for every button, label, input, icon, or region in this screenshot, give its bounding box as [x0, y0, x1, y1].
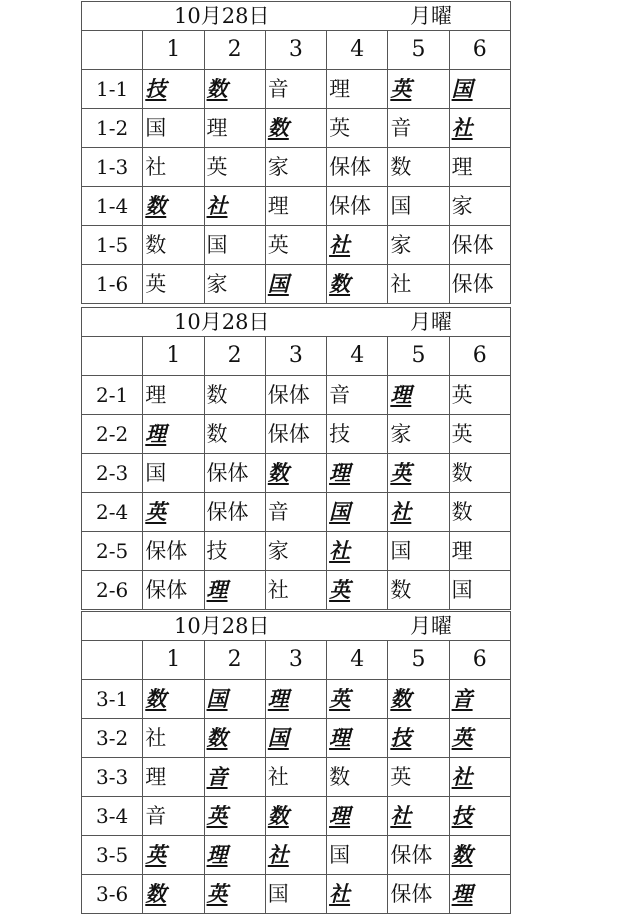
subject-text: 社 — [390, 803, 412, 828]
date-label: 10月28日 — [174, 3, 270, 28]
period-header: 4 — [327, 337, 388, 376]
class-row — [82, 187, 511, 226]
subject-text: 保体 — [390, 842, 433, 867]
subject-cell — [143, 797, 204, 836]
period-header: 6 — [449, 641, 510, 680]
subject-cell — [327, 109, 388, 148]
subject-cell-changed — [388, 680, 449, 719]
class-label: 3-6 — [82, 875, 143, 914]
subject-text: 数 — [451, 460, 473, 485]
subject-text: 英 — [329, 686, 351, 711]
subject-text: 保体 — [145, 577, 188, 602]
subject-text: 社 — [267, 764, 289, 789]
subject-cell-changed — [327, 493, 388, 532]
subject-text: 理 — [451, 881, 473, 906]
class-label: 2-2 — [82, 415, 143, 454]
subject-cell — [327, 70, 388, 109]
weekday-label: 月曜 — [410, 309, 452, 334]
class-row — [82, 70, 511, 109]
subject-text: 音 — [329, 382, 351, 407]
subject-cell — [204, 415, 265, 454]
subject-text: 国 — [390, 193, 412, 218]
subject-cell-changed — [449, 70, 510, 109]
subject-cell — [327, 836, 388, 875]
subject-text: 英 — [451, 382, 473, 407]
subject-text: 数 — [390, 154, 412, 179]
subject-text: 社 — [145, 154, 167, 179]
subject-cell-changed — [143, 415, 204, 454]
subject-text: 英 — [145, 842, 167, 867]
subject-cell — [143, 719, 204, 758]
subject-text: 社 — [390, 499, 412, 524]
date-header — [82, 2, 511, 31]
subject-text: 理 — [145, 764, 167, 789]
subject-cell — [388, 187, 449, 226]
subject-text: 社 — [390, 271, 412, 296]
class-row — [82, 226, 511, 265]
subject-cell — [449, 454, 510, 493]
date-header — [82, 612, 511, 641]
timetable-1 — [81, 1, 511, 304]
class-row — [82, 680, 511, 719]
class-label: 1-1 — [82, 70, 143, 109]
period-header: 3 — [265, 337, 326, 376]
subject-text: 英 — [206, 803, 228, 828]
subject-cell — [204, 532, 265, 571]
subject-cell — [327, 415, 388, 454]
subject-cell-changed — [388, 376, 449, 415]
period-header: 1 — [143, 31, 204, 70]
subject-cell-changed — [327, 532, 388, 571]
subject-text: 国 — [206, 232, 228, 257]
subject-text: 理 — [145, 382, 167, 407]
subject-text: 技 — [206, 538, 228, 563]
subject-text: 英 — [390, 460, 412, 485]
subject-cell — [204, 109, 265, 148]
subject-cell — [204, 376, 265, 415]
class-label: 1-6 — [82, 265, 143, 304]
class-label: 3-3 — [82, 758, 143, 797]
subject-cell — [265, 571, 326, 610]
subject-text: 数 — [145, 881, 167, 906]
period-header-row — [82, 337, 511, 376]
subject-text: 理 — [390, 382, 412, 407]
subject-text: 理 — [329, 803, 351, 828]
subject-text: 数 — [206, 725, 228, 750]
subject-text: 音 — [451, 686, 473, 711]
class-row — [82, 454, 511, 493]
class-label: 3-5 — [82, 836, 143, 875]
subject-text: 家 — [390, 232, 412, 257]
subject-cell-changed — [388, 70, 449, 109]
subject-cell-changed — [327, 226, 388, 265]
subject-cell-changed — [204, 719, 265, 758]
class-row — [82, 719, 511, 758]
subject-cell — [143, 758, 204, 797]
subject-cell — [449, 532, 510, 571]
class-label: 3-2 — [82, 719, 143, 758]
subject-cell — [388, 109, 449, 148]
subject-cell — [265, 532, 326, 571]
subject-text: 国 — [329, 842, 351, 867]
subject-cell — [265, 376, 326, 415]
subject-cell-changed — [388, 797, 449, 836]
period-header: 4 — [327, 31, 388, 70]
class-label: 3-4 — [82, 797, 143, 836]
date-label: 10月28日 — [174, 309, 270, 334]
subject-cell — [143, 109, 204, 148]
subject-cell-changed — [449, 680, 510, 719]
subject-cell — [388, 532, 449, 571]
weekday-label: 月曜 — [410, 3, 452, 28]
subject-text: 音 — [145, 803, 167, 828]
subject-cell-changed — [143, 836, 204, 875]
subject-cell-changed — [265, 680, 326, 719]
subject-cell — [265, 415, 326, 454]
period-header: 4 — [327, 641, 388, 680]
subject-text: 国 — [267, 271, 289, 296]
subject-text: 理 — [206, 842, 228, 867]
subject-text: 国 — [390, 538, 412, 563]
subject-text: 保体 — [390, 881, 433, 906]
class-row — [82, 376, 511, 415]
subject-text: 国 — [206, 686, 228, 711]
subject-cell-changed — [143, 493, 204, 532]
subject-cell — [388, 265, 449, 304]
subject-text: 数 — [145, 686, 167, 711]
period-header: 1 — [143, 337, 204, 376]
subject-cell-changed — [143, 875, 204, 914]
subject-text: 理 — [329, 76, 351, 101]
class-label: 1-5 — [82, 226, 143, 265]
subject-cell-changed — [327, 875, 388, 914]
subject-cell — [388, 571, 449, 610]
date-header — [82, 308, 511, 337]
class-label: 2-4 — [82, 493, 143, 532]
subject-text: 社 — [145, 725, 167, 750]
period-header: 5 — [388, 641, 449, 680]
subject-text: 英 — [390, 76, 412, 101]
subject-cell — [265, 758, 326, 797]
subject-cell-changed — [327, 265, 388, 304]
period-header-row — [82, 641, 511, 680]
subject-text: 国 — [329, 499, 351, 524]
subject-text: 社 — [329, 538, 351, 563]
subject-text: 社 — [451, 115, 473, 140]
subject-text: 技 — [145, 76, 167, 101]
corner-cell — [82, 641, 143, 680]
subject-cell — [449, 187, 510, 226]
subject-text: 保体 — [267, 382, 310, 407]
subject-text: 保体 — [267, 421, 310, 446]
subject-cell-changed — [327, 680, 388, 719]
class-row — [82, 109, 511, 148]
title-row — [82, 2, 511, 31]
subject-text: 家 — [451, 193, 473, 218]
subject-cell — [449, 493, 510, 532]
subject-text: 保体 — [206, 460, 249, 485]
date-label: 10月28日 — [174, 613, 270, 638]
subject-text: 社 — [206, 193, 228, 218]
corner-cell — [82, 337, 143, 376]
subject-text: 理 — [451, 154, 473, 179]
subject-text: 英 — [451, 421, 473, 446]
subject-cell — [265, 226, 326, 265]
subject-text: 社 — [451, 764, 473, 789]
subject-text: 数 — [329, 764, 351, 789]
subject-text: 理 — [329, 725, 351, 750]
subject-cell-changed — [449, 836, 510, 875]
subject-text: 英 — [329, 115, 351, 140]
class-row — [82, 265, 511, 304]
subject-cell-changed — [327, 454, 388, 493]
class-row — [82, 493, 511, 532]
subject-text: 理 — [267, 686, 289, 711]
subject-cell — [388, 875, 449, 914]
subject-cell-changed — [388, 454, 449, 493]
subject-text: 社 — [267, 577, 289, 602]
subject-cell-changed — [204, 680, 265, 719]
period-header: 2 — [204, 337, 265, 376]
subject-cell — [204, 454, 265, 493]
subject-text: 数 — [451, 842, 473, 867]
subject-text: 音 — [206, 764, 228, 789]
subject-cell — [265, 875, 326, 914]
subject-text: 国 — [267, 725, 289, 750]
subject-text: 保体 — [145, 538, 188, 563]
class-label: 2-1 — [82, 376, 143, 415]
period-header: 5 — [388, 31, 449, 70]
subject-cell-changed — [388, 719, 449, 758]
subject-text: 数 — [206, 76, 228, 101]
subject-cell — [143, 376, 204, 415]
subject-text: 家 — [206, 271, 228, 296]
subject-cell — [204, 226, 265, 265]
subject-cell — [204, 493, 265, 532]
subject-cell — [143, 265, 204, 304]
subject-text: 英 — [451, 725, 473, 750]
subject-text: 理 — [329, 460, 351, 485]
subject-text: 数 — [206, 382, 228, 407]
period-header: 6 — [449, 31, 510, 70]
subject-cell-changed — [204, 187, 265, 226]
subject-cell — [449, 265, 510, 304]
subject-cell-changed — [327, 797, 388, 836]
subject-text: 保体 — [329, 154, 372, 179]
class-row — [82, 148, 511, 187]
subject-text: 数 — [206, 421, 228, 446]
subject-cell-changed — [204, 571, 265, 610]
class-row — [82, 758, 511, 797]
subject-text: 技 — [329, 421, 351, 446]
subject-text: 国 — [267, 881, 289, 906]
class-row — [82, 797, 511, 836]
period-header: 5 — [388, 337, 449, 376]
subject-text: 国 — [451, 577, 473, 602]
subject-cell — [388, 148, 449, 187]
subject-text: 技 — [451, 803, 473, 828]
subject-text: 家 — [390, 421, 412, 446]
subject-cell — [204, 148, 265, 187]
subject-cell — [143, 226, 204, 265]
period-header: 2 — [204, 641, 265, 680]
subject-text: 国 — [145, 460, 167, 485]
subject-text: 保体 — [451, 232, 494, 257]
subject-text: 技 — [390, 725, 412, 750]
subject-cell-changed — [204, 875, 265, 914]
class-row — [82, 875, 511, 914]
subject-text: 社 — [329, 232, 351, 257]
subject-text: 数 — [145, 232, 167, 257]
subject-text: 音 — [390, 115, 412, 140]
subject-text: 数 — [145, 193, 167, 218]
subject-cell-changed — [265, 109, 326, 148]
subject-cell — [449, 226, 510, 265]
subject-cell — [265, 70, 326, 109]
subject-text: 保体 — [329, 193, 372, 218]
subject-cell — [143, 571, 204, 610]
subject-text: 英 — [206, 881, 228, 906]
subject-cell — [327, 758, 388, 797]
subject-text: 英 — [206, 154, 228, 179]
subject-cell-changed — [265, 265, 326, 304]
class-label: 2-3 — [82, 454, 143, 493]
subject-cell — [449, 415, 510, 454]
subject-cell-changed — [327, 571, 388, 610]
subject-text: 英 — [329, 577, 351, 602]
subject-text: 数 — [451, 499, 473, 524]
subject-cell-changed — [265, 836, 326, 875]
subject-cell-changed — [449, 875, 510, 914]
subject-cell-changed — [327, 719, 388, 758]
period-header: 6 — [449, 337, 510, 376]
class-row — [82, 571, 511, 610]
subject-text: 数 — [390, 577, 412, 602]
subject-text: 英 — [267, 232, 289, 257]
subject-text: 家 — [267, 154, 289, 179]
subject-cell — [449, 148, 510, 187]
subject-cell — [265, 493, 326, 532]
subject-text: 英 — [145, 499, 167, 524]
class-label: 1-4 — [82, 187, 143, 226]
subject-text: 理 — [206, 115, 228, 140]
subject-text: 英 — [390, 764, 412, 789]
subject-text: 数 — [390, 686, 412, 711]
class-label: 1-2 — [82, 109, 143, 148]
subject-text: 音 — [267, 76, 289, 101]
subject-cell-changed — [449, 109, 510, 148]
subject-cell — [388, 836, 449, 875]
subject-text: 保体 — [451, 271, 494, 296]
subject-text: 社 — [267, 842, 289, 867]
subject-text: 数 — [329, 271, 351, 296]
subject-cell — [265, 187, 326, 226]
class-label: 3-1 — [82, 680, 143, 719]
subject-cell — [449, 376, 510, 415]
period-header-row — [82, 31, 511, 70]
subject-cell-changed — [204, 836, 265, 875]
subject-cell-changed — [265, 719, 326, 758]
period-header: 1 — [143, 641, 204, 680]
subject-cell — [327, 376, 388, 415]
subject-cell-changed — [204, 797, 265, 836]
subject-cell — [388, 226, 449, 265]
title-row — [82, 308, 511, 337]
subject-text: 国 — [451, 76, 473, 101]
subject-text: 社 — [329, 881, 351, 906]
subject-cell-changed — [449, 719, 510, 758]
period-header: 3 — [265, 31, 326, 70]
subject-cell-changed — [204, 70, 265, 109]
class-row — [82, 415, 511, 454]
subject-text: 理 — [451, 538, 473, 563]
title-row — [82, 612, 511, 641]
subject-cell — [143, 148, 204, 187]
subject-text: 数 — [267, 803, 289, 828]
subject-text: 保体 — [206, 499, 249, 524]
timetable-3 — [81, 611, 511, 914]
class-row — [82, 532, 511, 571]
weekday-label: 月曜 — [410, 613, 452, 638]
period-header: 2 — [204, 31, 265, 70]
subject-text: 音 — [267, 499, 289, 524]
subject-cell-changed — [265, 454, 326, 493]
subject-text: 理 — [206, 577, 228, 602]
subject-cell-changed — [143, 680, 204, 719]
subject-cell — [388, 415, 449, 454]
subject-cell — [143, 532, 204, 571]
class-row — [82, 836, 511, 875]
subject-cell-changed — [143, 70, 204, 109]
class-label: 1-3 — [82, 148, 143, 187]
subject-text: 理 — [267, 193, 289, 218]
subject-cell-changed — [449, 797, 510, 836]
subject-text: 国 — [145, 115, 167, 140]
subject-cell-changed — [388, 493, 449, 532]
timetable-2 — [81, 307, 511, 610]
subject-cell — [327, 148, 388, 187]
subject-text: 理 — [145, 421, 167, 446]
corner-cell — [82, 31, 143, 70]
subject-cell — [327, 187, 388, 226]
subject-text: 家 — [267, 538, 289, 563]
subject-text: 英 — [145, 271, 167, 296]
subject-cell — [143, 454, 204, 493]
subject-cell — [388, 758, 449, 797]
subject-cell-changed — [204, 758, 265, 797]
subject-cell — [204, 265, 265, 304]
class-label: 2-6 — [82, 571, 143, 610]
subject-cell-changed — [265, 797, 326, 836]
subject-cell — [265, 148, 326, 187]
period-header: 3 — [265, 641, 326, 680]
subject-cell-changed — [449, 758, 510, 797]
class-label: 2-5 — [82, 532, 143, 571]
subject-text: 数 — [267, 460, 289, 485]
subject-cell — [449, 571, 510, 610]
subject-text: 数 — [267, 115, 289, 140]
subject-cell-changed — [143, 187, 204, 226]
